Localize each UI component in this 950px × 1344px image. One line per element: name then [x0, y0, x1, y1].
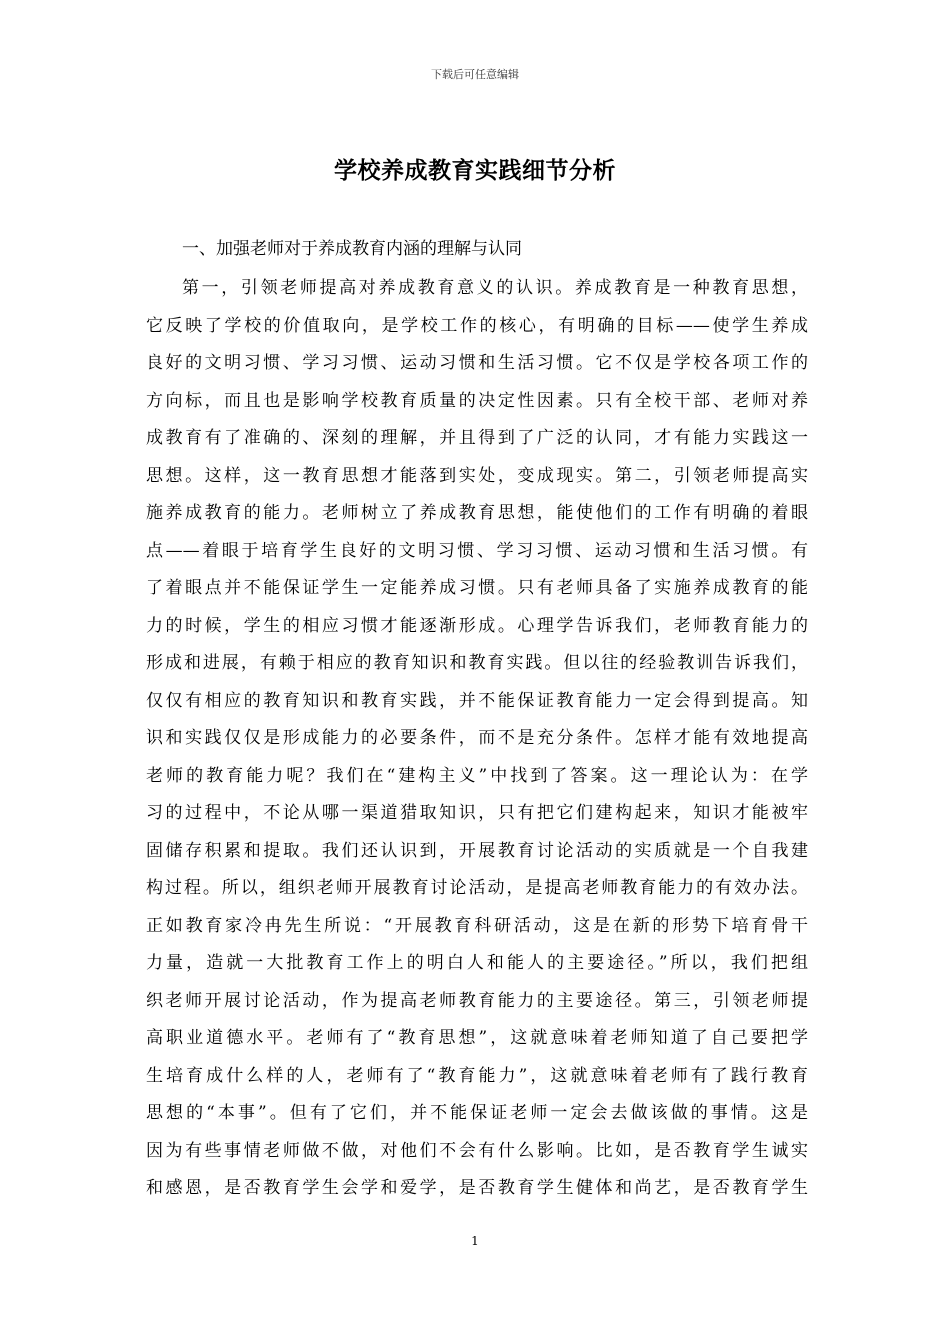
paragraph-line: 固储存积累和提取。我们还认识到，开展教育讨论活动的实质就是一个自我建 — [146, 840, 808, 861]
paragraph-line: 识和实践仅仅是形成能力的必要条件，而不是充分条件。怎样才能有效地提高 — [146, 728, 808, 748]
document-title: 学校养成教育实践细节分析 — [334, 157, 616, 184]
paragraph-line: 点——着眼于培育学生良好的文明习惯、学习习惯、运动习惯和生活习惯。有 — [146, 540, 808, 561]
paragraph-line: 力的时候，学生的相应习惯才能逐渐形成。心理学告诉我们，老师教育能力的 — [146, 615, 808, 636]
paragraph-line: 形成和进展，有赖于相应的教育知识和教育实践。但以往的经验教训告诉我们， — [146, 653, 808, 673]
paragraph-line: 施养成教育的能力。老师树立了养成教育思想，能使他们的工作有明确的着眼 — [146, 503, 808, 523]
paragraph-line: 和感恩，是否教育学生会学和爱学，是否教育学生健体和尚艺，是否教育学生 — [146, 1178, 808, 1198]
paragraph-line: 正如教育家冷冉先生所说：“开展教育科研活动，这是在新的形势下培育骨干 — [146, 915, 808, 936]
page-number: 1 — [471, 1234, 479, 1248]
paragraph-line: 仅仅有相应的教育知识和教育实践，并不能保证教育能力一定会得到提高。知 — [146, 690, 808, 711]
paragraph-line: 了着眼点并不能保证学生一定能养成习惯。只有老师具备了实施养成教育的能 — [146, 578, 808, 598]
paragraph-line: 力量，造就一大批教育工作上的明白人和能人的主要途径。”所以，我们把组 — [146, 953, 808, 973]
paragraph-line: 成教育有了准确的、深刻的理解，并且得到了广泛的认同，才有能力实践这一 — [146, 428, 808, 448]
paragraph-line: 方向标，而且也是影响学校教育质量的决定性因素。只有全校干部、老师对养 — [146, 390, 808, 411]
paragraph-line: 构过程。所以，组织老师开展教育讨论活动，是提高老师教育能力的有效办法。 — [146, 878, 808, 898]
paragraph-line: 织老师开展讨论活动，作为提高老师教育能力的主要途径。第三，引领老师提 — [146, 990, 808, 1011]
paragraph-line: 第一，引领老师提高对养成教育意义的认识。养成教育是一种教育思想， — [182, 278, 808, 298]
paragraph-line: 它反映了学校的价值取向，是学校工作的核心，有明确的目标——使学生养成 — [146, 315, 808, 336]
paragraph-line: 思想的“本事”。但有了它们，并不能保证老师一定会去做该做的事情。这是 — [146, 1103, 808, 1123]
section-heading: 一、加强老师对于养成教育内涵的理解与认同 — [182, 239, 522, 259]
paragraph-line: 习的过程中，不论从哪一渠道猎取知识，只有把它们建构起来，知识才能被牢 — [146, 803, 808, 823]
paragraph-line: 良好的文明习惯、学习习惯、运动习惯和生活习惯。它不仅是学校各项工作的 — [146, 353, 808, 373]
paragraph-line: 思想。这样，这一教育思想才能落到实处，变成现实。第二，引领老师提高实 — [146, 465, 808, 486]
page-header-note: 下载后可任意编辑 — [431, 68, 519, 81]
paragraph-line: 生培育成什么样的人，老师有了“教育能力”，这就意味着老师有了践行教育 — [146, 1065, 808, 1086]
paragraph-line: 因为有些事情老师做不做，对他们不会有什么影响。比如，是否教育学生诚实 — [146, 1140, 808, 1161]
paragraph-line: 老师的教育能力呢？我们在“建构主义”中找到了答案。这一理论认为：在学 — [146, 765, 808, 786]
paragraph-line: 高职业道德水平。老师有了“教育思想”，这就意味着老师知道了自己要把学 — [146, 1028, 808, 1048]
